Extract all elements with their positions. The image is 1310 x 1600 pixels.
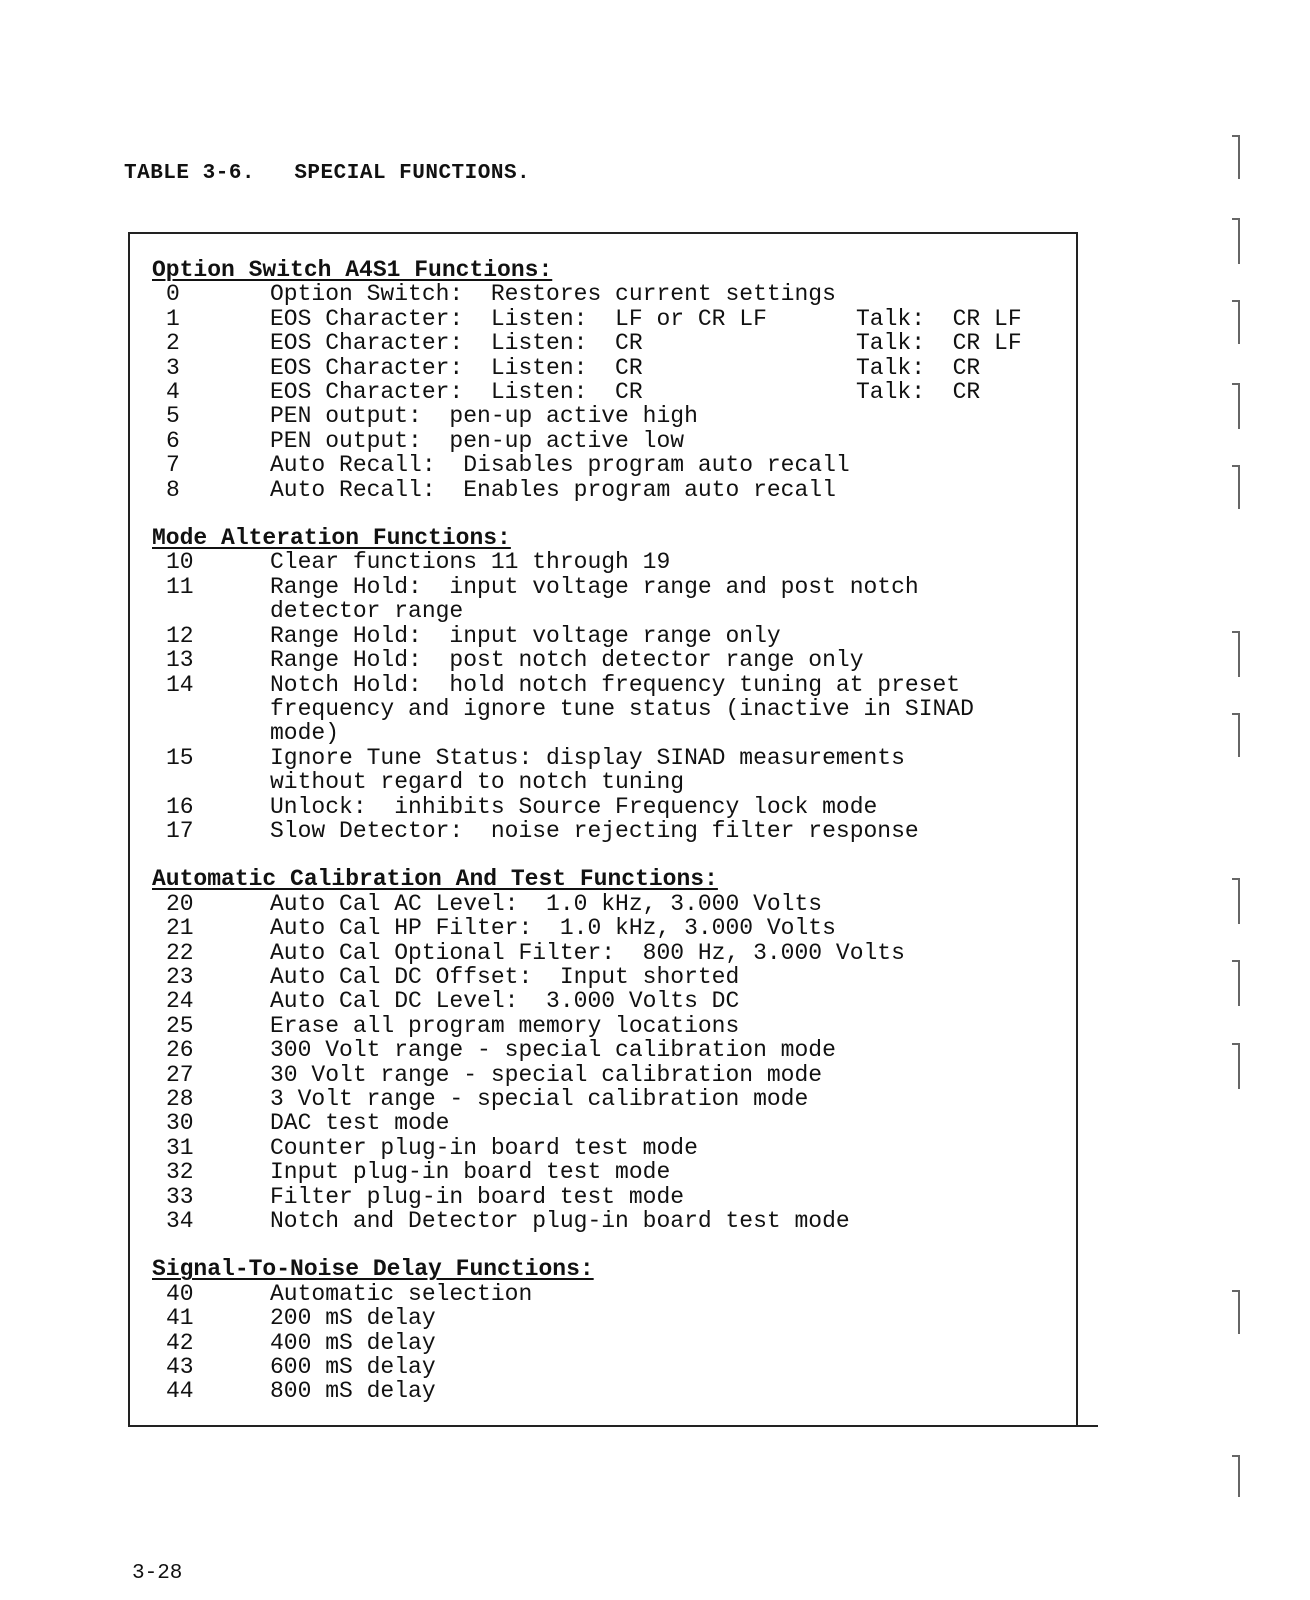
function-code: 32 [166, 1159, 194, 1186]
function-description: Auto Cal Optional Filter: 800 Hz, 3.000 Volts [270, 939, 905, 966]
function-code: 30 [166, 1110, 194, 1137]
binding-mark [1232, 713, 1240, 757]
function-code: 44 [166, 1378, 194, 1405]
function-row [152, 1087, 1062, 1111]
function-row [152, 746, 1062, 795]
function-row [152, 1379, 1062, 1403]
function-code: 24 [166, 988, 194, 1015]
binding-mark [1232, 960, 1240, 1006]
function-row [152, 1282, 1062, 1306]
function-description: 30 Volt range - special calibration mode [270, 1061, 823, 1088]
section-header: Option Switch A4S1 Functions: [152, 257, 553, 283]
function-row [152, 404, 1062, 428]
function-description: Auto Recall: Enables program auto recall [270, 476, 836, 503]
function-code: 6 [166, 427, 180, 454]
function-code: 14 [166, 671, 194, 698]
function-row [152, 575, 1062, 624]
binding-mark [1232, 1043, 1240, 1089]
function-row [152, 1136, 1062, 1160]
function-description: 600 mS delay [270, 1354, 436, 1381]
function-row [152, 478, 1062, 502]
function-code: 34 [166, 1208, 194, 1235]
function-row [152, 989, 1062, 1013]
function-code: 12 [166, 622, 194, 649]
function-description: Range Hold: post notch detector range only [270, 647, 864, 674]
function-row [152, 1038, 1062, 1062]
talk-setting: Talk: CR [856, 354, 981, 381]
binding-mark [1232, 1290, 1240, 1334]
function-description: DAC test mode [270, 1110, 450, 1137]
function-row [152, 550, 1062, 574]
function-code: 3 [166, 354, 180, 381]
binding-mark [1232, 135, 1240, 179]
talk-setting: Talk: CR LF [856, 305, 1022, 332]
function-row [152, 673, 1062, 746]
function-code: 26 [166, 1037, 194, 1064]
function-code: 16 [166, 793, 194, 820]
function-code: 5 [166, 403, 180, 430]
function-row [152, 965, 1062, 989]
function-code: 2 [166, 330, 180, 357]
function-description: Auto Cal DC Level: 3.000 Volts DC [270, 988, 740, 1015]
function-description [270, 331, 1062, 355]
function-description: 800 mS delay [270, 1378, 436, 1405]
function-row [152, 453, 1062, 477]
function-description: Unlock: inhibits Source Frequency lock mode [270, 793, 878, 820]
page-number: 3-28 [132, 1562, 183, 1585]
function-description: Auto Cal DC Offset: Input shorted [270, 963, 740, 990]
function-code: 21 [166, 915, 194, 942]
function-row [152, 624, 1062, 648]
function-description: Automatic selection [270, 1280, 533, 1307]
function-code: 1 [166, 305, 180, 332]
function-row [152, 1185, 1062, 1209]
function-row [152, 1014, 1062, 1038]
function-row [152, 916, 1062, 940]
binding-mark [1232, 1455, 1240, 1497]
function-description: Input plug-in board test mode [270, 1159, 671, 1186]
function-description [270, 356, 1062, 380]
function-code: 42 [166, 1329, 194, 1356]
function-description [270, 380, 1062, 404]
function-description: Ignore Tune Status: display SINAD measurements without regard to notch tuning [270, 744, 905, 796]
function-section [152, 867, 1062, 1233]
function-code: 10 [166, 549, 194, 576]
function-row [152, 1306, 1062, 1330]
function-description: Notch Hold: hold notch frequency tuning at preset frequency and ignore tune status (inactive in SINAD mode) [270, 671, 974, 747]
function-description: Option Switch: Restores current settings [270, 281, 836, 308]
function-description: PEN output: pen-up active high [270, 403, 698, 430]
table-title: TABLE 3-6. SPECIAL FUNCTIONS. [124, 162, 531, 185]
function-description [270, 307, 1062, 331]
function-description: 400 mS delay [270, 1329, 436, 1356]
binding-mark [1232, 878, 1240, 924]
function-code: 4 [166, 379, 180, 406]
function-row [152, 892, 1062, 916]
binding-mark [1232, 218, 1240, 264]
function-description: Auto Cal HP Filter: 1.0 kHz, 3.000 Volts [270, 915, 836, 942]
binding-mark [1232, 465, 1240, 509]
binding-mark [1232, 631, 1240, 677]
function-description: Counter plug-in board test mode [270, 1134, 698, 1161]
function-description: Auto Recall: Disables program auto recall [270, 452, 850, 479]
function-code: 17 [166, 817, 194, 844]
function-code: 41 [166, 1305, 194, 1332]
function-row [152, 1355, 1062, 1379]
function-description: 300 Volt range - special calibration mode [270, 1037, 836, 1064]
function-description: Slow Detector: noise rejecting filter response [270, 817, 919, 844]
function-code: 7 [166, 452, 180, 479]
section-header: Automatic Calibration And Test Functions: [152, 866, 718, 893]
function-code: 23 [166, 963, 194, 990]
function-row [152, 795, 1062, 819]
function-description: Filter plug-in board test mode [270, 1183, 685, 1210]
function-code: 28 [166, 1086, 194, 1112]
function-code: 25 [166, 1012, 194, 1039]
function-code: 8 [166, 476, 180, 503]
function-section [152, 258, 1062, 502]
listen-setting: EOS Character: Listen: CR [270, 330, 643, 357]
function-row [152, 941, 1062, 965]
talk-setting: Talk: CR LF [856, 330, 1022, 357]
function-row [152, 307, 1062, 331]
function-section [152, 526, 1062, 843]
function-code: 40 [166, 1280, 194, 1307]
functions-table [152, 258, 1062, 1428]
function-row [152, 282, 1062, 306]
function-code: 15 [166, 744, 194, 771]
function-code: 33 [166, 1183, 194, 1210]
section-header: Signal-To-Noise Delay Functions: [152, 1256, 594, 1283]
binding-mark [1232, 300, 1240, 344]
listen-setting: EOS Character: Listen: CR [270, 354, 643, 381]
function-description: 3 Volt range - special calibration mode [270, 1086, 809, 1112]
function-row [152, 356, 1062, 380]
function-description: Erase all program memory locations [270, 1012, 740, 1039]
function-code: 22 [166, 939, 194, 966]
function-description: Range Hold: input voltage range only [270, 622, 781, 649]
talk-setting: Talk: CR [856, 379, 981, 406]
function-description: Auto Cal AC Level: 1.0 kHz, 3.000 Volts [270, 890, 823, 917]
function-row [152, 1331, 1062, 1355]
listen-setting: EOS Character: Listen: CR [270, 379, 643, 406]
function-code: 20 [166, 890, 194, 917]
function-section [152, 1257, 1062, 1403]
function-code: 43 [166, 1354, 194, 1381]
function-description: Notch and Detector plug-in board test mode [270, 1208, 850, 1235]
function-description: PEN output: pen-up active low [270, 427, 685, 454]
function-row [152, 429, 1062, 453]
function-code: 27 [166, 1061, 194, 1088]
function-row [152, 1111, 1062, 1135]
function-description: Range Hold: input voltage range and post notch detector range [270, 573, 919, 625]
function-code: 11 [166, 573, 194, 600]
function-code: 31 [166, 1134, 194, 1161]
function-code: 0 [166, 281, 180, 308]
listen-setting: EOS Character: Listen: LF or CR LF [270, 305, 767, 332]
section-header: Mode Alteration Functions: [152, 525, 511, 552]
function-description: Clear functions 11 through 19 [270, 549, 671, 576]
function-row [152, 331, 1062, 355]
function-code: 13 [166, 647, 194, 674]
function-row [152, 1063, 1062, 1087]
function-row [152, 1209, 1062, 1233]
function-row [152, 648, 1062, 672]
function-row [152, 819, 1062, 843]
function-row [152, 1160, 1062, 1184]
function-description: 200 mS delay [270, 1305, 436, 1332]
binding-mark [1232, 383, 1240, 429]
function-row [152, 380, 1062, 404]
